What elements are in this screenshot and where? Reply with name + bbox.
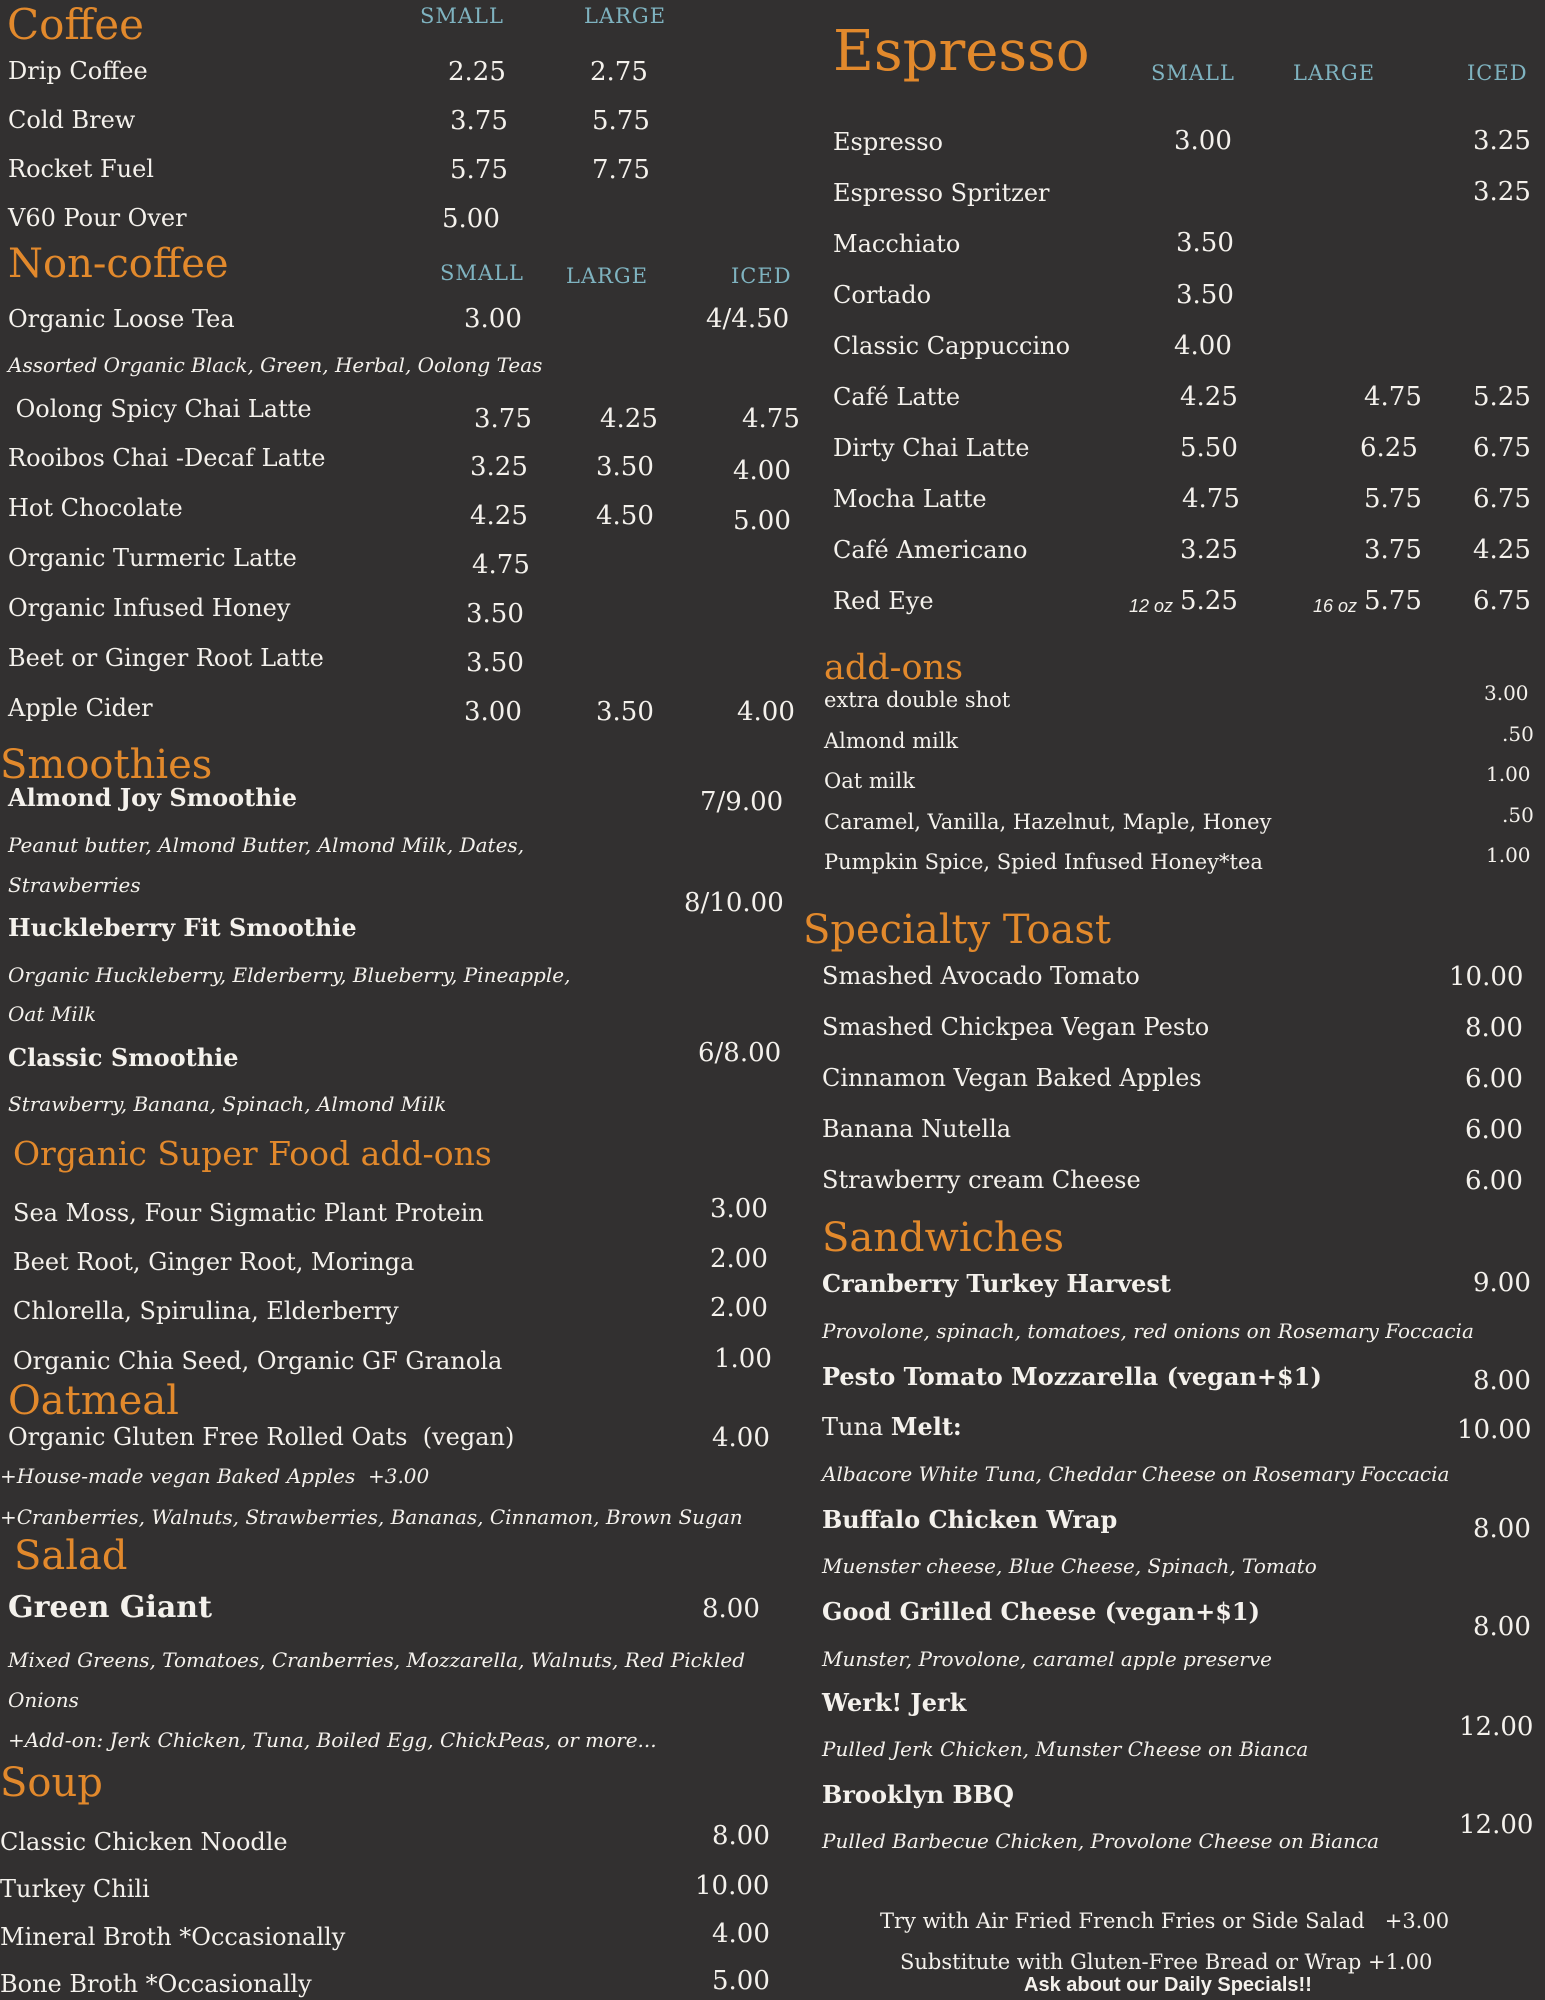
soup-item-price: 4.00: [712, 1919, 770, 1949]
fries-note: Try with Air Fried French Fries or Side Salad +3.00: [880, 1909, 1450, 1933]
coffee-item-large: 7.75: [592, 155, 650, 185]
smoothie-desc: Strawberries: [8, 873, 141, 897]
oatmeal-name: Organic Gluten Free Rolled Oats (vegan): [8, 1423, 515, 1451]
salad-name: Green Giant: [8, 1590, 212, 1625]
espresso-item-large: 5.75: [1364, 586, 1422, 616]
espresso-item-name: Cortado: [833, 281, 932, 309]
noncoffee-item-name: Organic Infused Honey: [8, 594, 291, 622]
espresso-item-iced: 5.25: [1473, 382, 1531, 412]
espresso-item-name: Classic Cappuccino: [833, 332, 1071, 360]
sandwich-price: 12.00: [1459, 1810, 1534, 1840]
addon-item-price: .50: [1502, 803, 1534, 827]
sandwich-price: 8.00: [1473, 1514, 1531, 1544]
noncoffee-col-large: LARGE: [566, 264, 649, 288]
noncoffee-item-small: 4.75: [472, 550, 530, 580]
sandwich-desc: Pulled Jerk Chicken, Munster Cheese on Bianca: [822, 1737, 1309, 1761]
noncoffee-item-large: 4.50: [596, 501, 654, 531]
soup-item-price: 5.00: [712, 1966, 770, 1996]
coffee-item-small: 5.00: [442, 204, 500, 234]
addon-item-name: Caramel, Vanilla, Hazelnut, Maple, Honey: [824, 810, 1272, 834]
espresso-item-name: Espresso: [833, 128, 943, 156]
espresso-item-small: 4.75: [1182, 484, 1240, 514]
coffee-item-large: 5.75: [592, 106, 650, 136]
sandwich-name: Pesto Tomato Mozzarella (vegan+$1): [822, 1362, 1322, 1391]
espresso-item-small: 3.25: [1180, 535, 1238, 565]
noncoffee-item-name: Hot Chocolate: [8, 494, 183, 522]
oatmeal-title: Oatmeal: [8, 1378, 179, 1424]
espresso-item-small: 3.50: [1176, 280, 1234, 310]
superfood-item-name: Organic Chia Seed, Organic GF Granola: [13, 1347, 503, 1375]
sandwich-desc: Munster, Provolone, caramel apple preserve: [822, 1647, 1272, 1671]
superfood-item-name: Beet Root, Ginger Root, Moringa: [13, 1248, 415, 1276]
oatmeal-addon: +House-made vegan Baked Apples +3.00: [0, 1464, 430, 1488]
espresso-col-large: LARGE: [1293, 61, 1376, 85]
coffee-item-small: 3.75: [450, 106, 508, 136]
noncoffee-item-iced: 5.00: [733, 506, 791, 536]
espresso-item-small: 3.50: [1176, 228, 1234, 258]
espresso-title: Espresso: [833, 19, 1090, 84]
smoothie-price: 6/8.00: [698, 1038, 782, 1068]
sandwich-name: Cranberry Turkey Harvest: [822, 1269, 1172, 1298]
sandwich-name: Werk! Jerk: [822, 1688, 967, 1717]
soup-item-name: Classic Chicken Noodle: [0, 1828, 288, 1856]
noncoffee-item-name: Oolong Spicy Chai Latte: [8, 395, 312, 423]
sandwich-price: 9.00: [1473, 1268, 1531, 1298]
toast-item-name: Banana Nutella: [822, 1115, 1012, 1143]
sandwich-price: 10.00: [1457, 1415, 1532, 1445]
addon-item-name: Almond milk: [824, 729, 959, 753]
addons-title: add-ons: [824, 648, 964, 688]
sandwich-desc: Albacore White Tuna, Cheddar Cheese on Rosemary Foccacia: [822, 1462, 1450, 1486]
espresso-item-iced: 6.75: [1473, 484, 1531, 514]
addon-item-price: 1.00: [1486, 762, 1531, 786]
superfood-item-price: 2.00: [710, 1244, 768, 1274]
smoothie-desc: Strawberry, Banana, Spinach, Almond Milk: [8, 1092, 447, 1116]
superfood-item-price: 3.00: [710, 1194, 768, 1224]
sandwich-desc: Muenster cheese, Blue Cheese, Spinach, Tomato: [822, 1554, 1317, 1578]
sandwich-name: Good Grilled Cheese (vegan+$1): [822, 1597, 1260, 1626]
espresso-item-iced: 4.25: [1473, 535, 1531, 565]
noncoffee-item-small: 3.00: [464, 304, 522, 334]
salad-title: Salad: [14, 1533, 128, 1579]
superfood-item-price: 1.00: [714, 1344, 772, 1374]
addon-item-price: .50: [1502, 722, 1534, 746]
salad-desc: Onions: [8, 1688, 79, 1712]
oatmeal-addon: +Cranberries, Walnuts, Strawberries, Bananas, Cinnamon, Brown Sugan: [0, 1505, 743, 1529]
sandwich-name: [822, 1412, 962, 1441]
espresso-item-iced: 6.75: [1473, 586, 1531, 616]
smoothie-name: Classic Smoothie: [8, 1043, 239, 1072]
salad-price: 8.00: [702, 1594, 760, 1624]
espresso-item-small: 5.25: [1180, 586, 1238, 616]
noncoffee-item-small: 3.75: [474, 404, 532, 434]
salad-addon: +Add-on: Jerk Chicken, Tuna, Boiled Egg, ChickPeas, or more...: [8, 1728, 657, 1752]
addon-item-price: 1.00: [1486, 843, 1531, 867]
noncoffee-item-large: 4.25: [600, 404, 658, 434]
sandwich-name: Brooklyn BBQ: [822, 1780, 1014, 1809]
soup-title: Soup: [0, 1760, 103, 1806]
noncoffee-item-name: Apple Cider: [8, 694, 153, 722]
coffee-item-name: V60 Pour Over: [8, 204, 187, 232]
smoothie-price: 7/9.00: [700, 787, 784, 817]
toast-item-name: Strawberry cream Cheese: [822, 1166, 1141, 1194]
noncoffee-item-small: 3.25: [470, 452, 528, 482]
smoothie-name: Almond Joy Smoothie: [8, 783, 298, 812]
soup-item-name: Bone Broth *Occasionally: [0, 1970, 312, 1998]
espresso-item-iced: 3.25: [1473, 177, 1531, 207]
noncoffee-item-name: Organic Turmeric Latte: [8, 544, 297, 572]
espresso-item-large: 5.75: [1364, 484, 1422, 514]
superfood-item-name: Chlorella, Spirulina, Elderberry: [13, 1297, 399, 1325]
noncoffee-item-large: 3.50: [596, 697, 654, 727]
soup-item-price: 10.00: [695, 1871, 770, 1901]
toast-item-price: 6.00: [1465, 1064, 1523, 1094]
smoothie-name: Huckleberry Fit Smoothie: [8, 913, 357, 942]
sandwich-price: 8.00: [1473, 1366, 1531, 1396]
sandwich-desc: Pulled Barbecue Chicken, Provolone Cheese on Bianca: [822, 1829, 1380, 1853]
espresso-item-small: 4.00: [1174, 331, 1232, 361]
espresso-item-small: 4.25: [1180, 382, 1238, 412]
noncoffee-item-iced: 4/4.50: [706, 304, 790, 334]
toast-item-price: 6.00: [1465, 1115, 1523, 1145]
smoothie-price: 8/10.00: [684, 888, 784, 918]
sandwich-price: 12.00: [1459, 1712, 1534, 1742]
espresso-item-name: Dirty Chai Latte: [833, 434, 1030, 462]
noncoffee-item-small: 4.25: [470, 501, 528, 531]
toast-item-name: Cinnamon Vegan Baked Apples: [822, 1064, 1202, 1092]
tea-note: Assorted Organic Black, Green, Herbal, Oolong Teas: [8, 353, 543, 377]
espresso-item-name: Café Latte: [833, 383, 961, 411]
toast-item-price: 8.00: [1465, 1013, 1523, 1043]
toast-item-name: Smashed Chickpea Vegan Pesto: [822, 1013, 1210, 1041]
salad-desc: Mixed Greens, Tomatoes, Cranberries, Mozzarella, Walnuts, Red Pickled: [8, 1648, 745, 1672]
red-eye-large-size: 16 oz: [1313, 596, 1358, 616]
sandwiches-title: Sandwiches: [822, 1215, 1065, 1261]
sandwich-name-bold: Melt:: [890, 1412, 962, 1441]
sandwich-name-regular: Tuna: [822, 1413, 884, 1441]
sandwich-name: Buffalo Chicken Wrap: [822, 1505, 1118, 1534]
noncoffee-col-iced: ICED: [731, 264, 792, 288]
noncoffee-item-name: Rooibos Chai -Decaf Latte: [8, 444, 326, 472]
noncoffee-item-small: 3.50: [466, 599, 524, 629]
toast-item-name: Smashed Avocado Tomato: [822, 962, 1140, 990]
espresso-item-small: 5.50: [1180, 433, 1238, 463]
addon-item-name: Pumpkin Spice, Spied Infused Honey*tea: [824, 850, 1263, 874]
superfood-item-price: 2.00: [710, 1293, 768, 1323]
coffee-item-small: 5.75: [450, 155, 508, 185]
oatmeal-price: 4.00: [712, 1423, 770, 1453]
noncoffee-item-iced: 4.75: [742, 404, 800, 434]
noncoffee-item-small: 3.00: [464, 697, 522, 727]
superfood-item-name: Sea Moss, Four Sigmatic Plant Protein: [13, 1199, 484, 1227]
coffee-item-name: Drip Coffee: [8, 57, 148, 85]
espresso-col-small: SMALL: [1151, 61, 1235, 85]
coffee-item-name: Cold Brew: [8, 106, 136, 134]
espresso-item-name: Café Americano: [833, 536, 1028, 564]
noncoffee-title: Non-coffee: [8, 241, 229, 287]
espresso-item-name: Mocha Latte: [833, 485, 987, 513]
smoothies-title: Smoothies: [0, 742, 213, 788]
addon-item-name: Oat milk: [824, 769, 915, 793]
superfood-title: Organic Super Food add-ons: [13, 1134, 492, 1173]
coffee-title: Coffee: [7, 0, 144, 49]
noncoffee-item-iced: 4.00: [737, 697, 795, 727]
coffee-col-small: SMALL: [420, 4, 504, 28]
coffee-item-small: 2.25: [448, 57, 506, 87]
addon-item-price: 3.00: [1484, 681, 1529, 705]
espresso-item-name: Macchiato: [833, 230, 961, 258]
noncoffee-item-large: 3.50: [596, 452, 654, 482]
noncoffee-col-small: SMALL: [440, 261, 524, 285]
noncoffee-item-name: Organic Loose Tea: [8, 305, 235, 333]
coffee-item-large: 2.75: [590, 57, 648, 87]
smoothie-desc: Oat Milk: [8, 1002, 97, 1026]
soup-item-price: 8.00: [712, 1821, 770, 1851]
red-eye-small-size: 12 oz: [1129, 596, 1174, 616]
espresso-item-name: Red Eye: [833, 587, 934, 615]
coffee-col-large: LARGE: [584, 4, 667, 28]
addon-item-name: extra double shot: [824, 688, 1011, 712]
espresso-item-small: 3.00: [1174, 126, 1232, 156]
espresso-item-name: Espresso Spritzer: [833, 179, 1050, 207]
smoothie-desc: Peanut butter, Almond Butter, Almond Milk, Dates,: [8, 833, 525, 857]
noncoffee-item-name: Beet or Ginger Root Latte: [8, 644, 324, 672]
toast-item-price: 6.00: [1465, 1166, 1523, 1196]
espresso-item-iced: 3.25: [1473, 126, 1531, 156]
espresso-col-iced: ICED: [1467, 61, 1528, 85]
espresso-item-large: 3.75: [1364, 535, 1422, 565]
toast-item-price: 10.00: [1449, 962, 1524, 992]
sandwich-desc: Provolone, spinach, tomatoes, red onions on Rosemary Foccacia: [822, 1319, 1474, 1343]
gf-note: Substitute with Gluten-Free Bread or Wrap +1.00: [900, 1950, 1433, 1974]
soup-item-name: Turkey Chili: [0, 1875, 150, 1903]
noncoffee-item-iced: 4.00: [733, 456, 791, 486]
sandwich-price: 8.00: [1473, 1612, 1531, 1642]
noncoffee-item-small: 3.50: [466, 648, 524, 678]
coffee-item-name: Rocket Fuel: [8, 155, 154, 183]
soup-item-name: Mineral Broth *Occasionally: [0, 1923, 346, 1951]
toast-title: Specialty Toast: [803, 907, 1112, 953]
espresso-item-large: 6.25: [1360, 433, 1418, 463]
espresso-item-iced: 6.75: [1473, 433, 1531, 463]
espresso-item-large: 4.75: [1364, 382, 1422, 412]
daily-specials-note: Ask about our Daily Specials!!: [1024, 1974, 1312, 1996]
smoothie-desc: Organic Huckleberry, Elderberry, Blueberry, Pineapple,: [8, 963, 571, 987]
